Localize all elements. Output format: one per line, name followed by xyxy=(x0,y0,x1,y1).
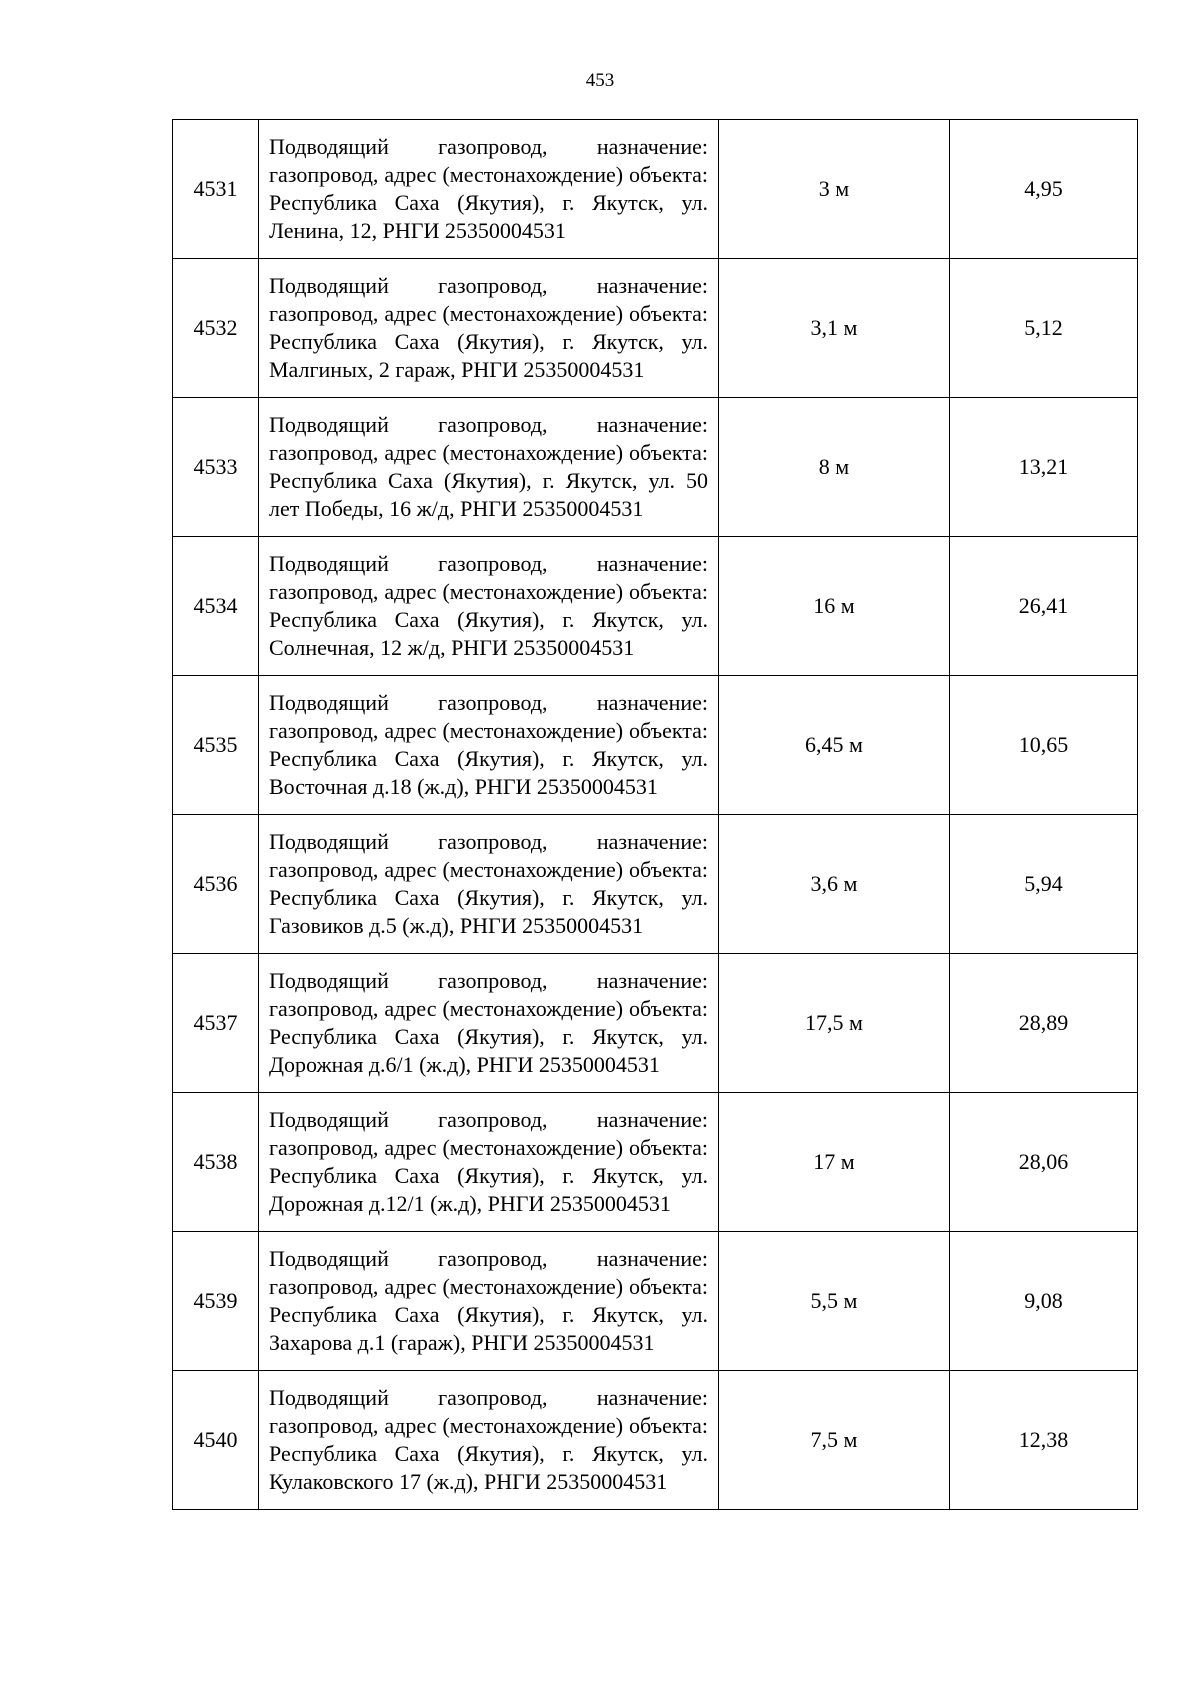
table-row xyxy=(173,1093,1138,1232)
row-length: 5,5 м xyxy=(719,1232,950,1371)
row-number: 4537 xyxy=(173,954,259,1093)
row-length: 17,5 м xyxy=(719,954,950,1093)
row-description: Подводящий газопровод, назначение: газопровод, адрес (местонахождение) объекта: Республика Саха (Якутия), г. Якутск, ул. Захарова д.1 (гараж), РНГИ 25350004531 xyxy=(259,1232,719,1371)
row-value: 5,94 xyxy=(950,815,1138,954)
table-row xyxy=(173,815,1138,954)
row-length: 8 м xyxy=(719,398,950,537)
property-table xyxy=(172,119,1138,1510)
row-length: 17 м xyxy=(719,1093,950,1232)
page-number: 453 xyxy=(585,70,615,91)
row-description: Подводящий газопровод, назначение: газопровод, адрес (местонахождение) объекта: Республика Саха (Якутия), г. Якутск, ул. Газовиков д.5 (ж.д), РНГИ 25350004531 xyxy=(259,815,719,954)
row-description: Подводящий газопровод, назначение: газопровод, адрес (местонахождение) объекта: Республика Саха (Якутия), г. Якутск, ул. Солнечная, 12 ж/д, РНГИ 25350004531 xyxy=(259,537,719,676)
row-length: 16 м xyxy=(719,537,950,676)
row-length: 7,5 м xyxy=(719,1371,950,1510)
table-row xyxy=(173,120,1138,259)
row-description: Подводящий газопровод, назначение: газопровод, адрес (местонахождение) объекта: Республика Саха (Якутия), г. Якутск, ул. Дорожная д.12/1 (ж.д), РНГИ 25350004531 xyxy=(259,1093,719,1232)
row-value: 12,38 xyxy=(950,1371,1138,1510)
row-length: 6,45 м xyxy=(719,676,950,815)
table-row xyxy=(173,1371,1138,1510)
table-row xyxy=(173,954,1138,1093)
row-length: 3,1 м xyxy=(719,259,950,398)
row-number: 4539 xyxy=(173,1232,259,1371)
row-value: 4,95 xyxy=(950,120,1138,259)
row-number: 4532 xyxy=(173,259,259,398)
row-value: 9,08 xyxy=(950,1232,1138,1371)
row-number: 4531 xyxy=(173,120,259,259)
row-description: Подводящий газопровод, назначение: газопровод, адрес (местонахождение) объекта: Республика Саха (Якутия), г. Якутск, ул. Дорожная д.6/1 (ж.д), РНГИ 25350004531 xyxy=(259,954,719,1093)
row-description: Подводящий газопровод, назначение: газопровод, адрес (местонахождение) объекта: Республика Саха (Якутия), г. Якутск, ул. Ленина, 12, РНГИ 25350004531 xyxy=(259,120,719,259)
row-number: 4534 xyxy=(173,537,259,676)
row-value: 10,65 xyxy=(950,676,1138,815)
row-value: 5,12 xyxy=(950,259,1138,398)
row-description: Подводящий газопровод, назначение: газопровод, адрес (местонахождение) объекта: Республика Саха (Якутия), г. Якутск, ул. Малгиных, 2 гараж, РНГИ 25350004531 xyxy=(259,259,719,398)
row-number: 4538 xyxy=(173,1093,259,1232)
row-value: 28,89 xyxy=(950,954,1138,1093)
row-length: 3 м xyxy=(719,120,950,259)
row-number: 4540 xyxy=(173,1371,259,1510)
row-value: 26,41 xyxy=(950,537,1138,676)
table-row xyxy=(173,398,1138,537)
row-number: 4535 xyxy=(173,676,259,815)
table-row xyxy=(173,259,1138,398)
row-description: Подводящий газопровод, назначение: газопровод, адрес (местонахождение) объекта: Республика Саха (Якутия), г. Якутск, ул. 50 лет Победы, 16 ж/д, РНГИ 25350004531 xyxy=(259,398,719,537)
row-value: 28,06 xyxy=(950,1093,1138,1232)
table-row xyxy=(173,1232,1138,1371)
table-row xyxy=(173,537,1138,676)
row-length: 3,6 м xyxy=(719,815,950,954)
row-value: 13,21 xyxy=(950,398,1138,537)
row-number: 4533 xyxy=(173,398,259,537)
row-description: Подводящий газопровод, назначение: газопровод, адрес (местонахождение) объекта: Республика Саха (Якутия), г. Якутск, ул. Восточная д.18 (ж.д), РНГИ 25350004531 xyxy=(259,676,719,815)
row-description: Подводящий газопровод, назначение: газопровод, адрес (местонахождение) объекта: Республика Саха (Якутия), г. Якутск, ул. Кулаковского 17 (ж.д), РНГИ 25350004531 xyxy=(259,1371,719,1510)
table-row xyxy=(173,676,1138,815)
row-number: 4536 xyxy=(173,815,259,954)
